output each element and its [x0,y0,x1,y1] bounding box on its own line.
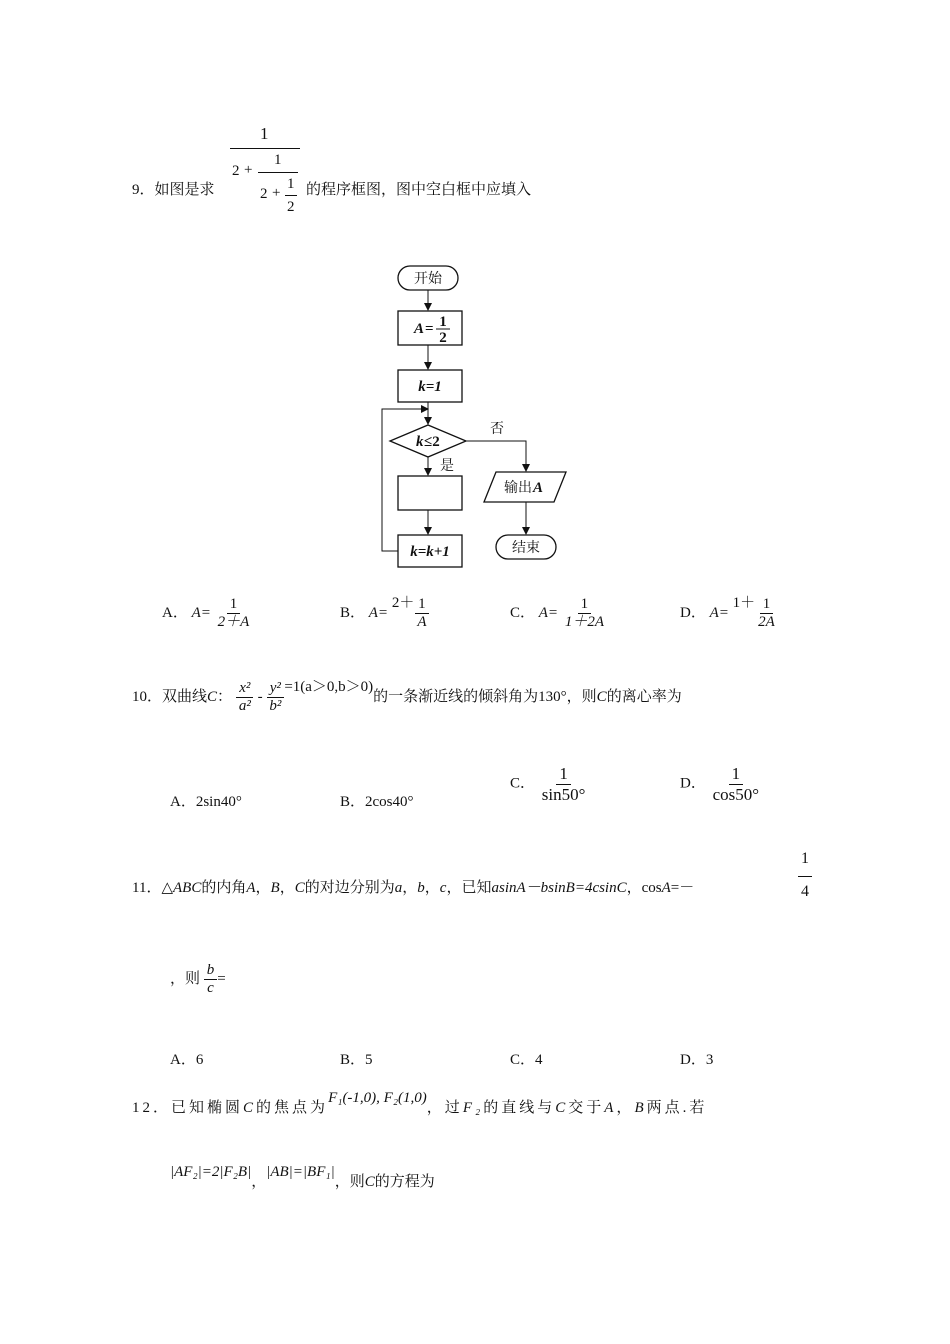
q10-option-a [170,790,242,811]
q10-option-c-num: 1 [556,764,571,785]
q11-sep-4: ， [424,880,440,896]
fc-update-label: k=k+1 [410,544,450,560]
q9-option-b-num: 1 [415,596,429,614]
fc-yes-label: 是 [440,458,454,474]
q9-option-d-whole: 1＋ [732,595,756,612]
q10-option-b-text: 2cos40° [365,794,414,810]
fc-assign-a-var: A [414,321,425,337]
q9-option-b-lhs: A= [368,605,389,622]
q9-cf-one-b: 1 [274,152,282,168]
q11-option-c-text: 4 [535,1052,543,1068]
q11-condition: asinA－bsinB=4csinC [491,880,627,896]
q9-option-b-label: B． [340,605,366,622]
q11-option-a [170,1048,203,1069]
q10-option-a-text: 2sin40° [195,794,242,810]
q11-stem [132,876,694,897]
q9-option-d [680,596,778,632]
q12-line2 [170,1160,435,1190]
fc-blank-box [398,476,462,510]
fc-decision-var: k [416,434,424,450]
q9-option-c-num: 1 [578,596,592,614]
q11-line2 [170,962,226,998]
q9-option-d-den: 2A [758,614,775,631]
q11-text-4: ，已知 [446,880,492,896]
q10-option-d-label: D． [680,775,706,792]
fc-start-label: 开始 [414,271,442,287]
q9-suffix: 的程序框图，图中空白框中应填入 [306,182,532,198]
q11-text-6: =－ [670,880,695,896]
q12-text-6: 两点.若 [646,1100,708,1116]
q9-option-c-den: 1＋2A [564,614,604,631]
q11-abc: ABC [173,880,202,896]
q9-option-a-num: 1 [227,596,241,614]
q11-ratio-num: b [204,962,218,980]
q9-option-a [162,596,252,632]
q10-option-a-label: A． [170,794,196,810]
q9-option-b [340,596,430,632]
q9-cf-third-bar [285,195,297,196]
q9-option-d-frac [755,596,778,632]
q11-option-b [340,1048,373,1069]
q12-foci: F₁(-1,0), F₂(1,0) [328,1090,427,1106]
q12-cond-1: |AF₂|=2|F₂B| [170,1164,252,1180]
q9-option-c-lhs: A= [538,605,559,622]
q10-b2: b² [269,698,282,715]
q11-option-b-text: 5 [365,1052,373,1068]
q12-text-5: 交于 [568,1100,605,1116]
q11-quarter-num: 1 [798,850,812,877]
q9-option-d-label: D． [680,605,706,622]
q9-option-b-den: A [417,614,427,631]
q12-pa: A [604,1100,617,1116]
q11-text-5: ，cos [626,880,662,896]
q9-option-a-label: A． [162,605,188,622]
q9-option-d-lhs: A= [709,605,729,622]
q12-text-7: ，则 [334,1174,365,1190]
fc-assign-a-num: 1 [439,314,447,330]
q10-suffix-2: 的离心率为 [606,689,682,706]
q12-text-2: 的焦点为 [256,1100,329,1116]
q11-option-d [680,1048,713,1069]
q10-curve: C [207,689,218,706]
q12-text-3: ，过 [426,1100,463,1116]
q11-c-lo: c [439,880,447,896]
q12-pb: B [634,1100,647,1116]
q11-option-a-text: 6 [195,1052,204,1068]
q9-cf-plus-a: + [244,162,253,178]
q10-option-c-label: C． [510,775,536,792]
q11-option-c [510,1048,543,1069]
fc-end-label: 结束 [512,540,540,556]
q12-sep: ， [616,1100,635,1116]
q11-sep-3: ， [402,880,418,896]
q9-option-d-num: 1 [760,596,774,614]
q11-option-d-label: D． [680,1052,706,1068]
q9-option-a-lhs: A= [191,605,211,622]
q11-option-a-label: A． [170,1052,196,1068]
q10-eq-rest: =1(a＞0,b＞0) [284,679,374,696]
fc-decision-rest: ≤2 [424,434,440,450]
q10-number: 10． [132,689,163,706]
fc-output-var: A [533,480,544,496]
q9-flowchart [370,262,580,572]
q9-continued-fraction [230,124,302,220]
q10-stem [132,680,682,716]
q9-cf-one-c: 1 [287,176,295,192]
q10-option-d [680,764,762,804]
q11-sep-2: ， [279,880,295,896]
q10-x-frac [236,680,254,716]
q9-cf-second-bar [258,172,298,173]
q11-a-lo: a [394,880,403,896]
q11-ratio-den: c [207,980,214,997]
q11-option-d-text: 3 [705,1052,714,1068]
q9-cf-main-bar [230,148,300,149]
q9-option-a-frac [215,596,253,632]
q12-text-1: 已知椭圆 [171,1100,244,1116]
q10-option-d-den: cos50° [712,784,760,804]
fc-assign-k-label: k=1 [418,379,442,395]
q12-cond-2: |AB|=|BF₁| [266,1164,335,1180]
q9-option-b-frac [414,596,429,632]
q10-prefix: 双曲线 [162,689,208,706]
q10-x2: x² [236,680,253,698]
q11-text-1: △ [161,880,173,896]
q10-colon: ： [217,689,233,706]
q11-line2-prefix: ，则 [170,971,201,988]
q12-comma: ， [251,1174,267,1190]
q10-option-d-frac [710,764,762,804]
q11-sep-1: ， [255,880,271,896]
q10-y2: y² [267,680,284,698]
q10-option-d-num: 1 [729,764,744,785]
q9-option-c-label: C． [510,605,536,622]
q9-cf-two-a: 2 [232,163,240,179]
q11-number: 11． [132,880,162,896]
fc-assign-a-den: 2 [439,330,447,346]
q11-option-b-label: B． [340,1052,366,1068]
q10-option-c [510,764,588,804]
q12-text-8: 的方程为 [374,1174,435,1190]
q11-b-lo: b [417,880,425,896]
q9-option-c [510,596,607,632]
q12-curve: C [243,1100,257,1116]
q11-ratio-eq: = [217,971,226,988]
q11-c-up: C [294,880,305,896]
q12-text-4: 的直线与 [483,1100,556,1116]
q10-curve-2: C [596,689,607,706]
q11-quarter-frac [798,850,812,902]
q10-a2: a² [238,698,251,715]
q9-option-b-whole: 2＋ [391,595,415,612]
q9-cf-plus-b: + [272,185,281,201]
q11-a-up: A [246,880,256,896]
q9-option-a-den: 2＋A [217,614,250,631]
q9-option-c-frac [562,596,607,632]
q12-curve-3: C [364,1174,375,1190]
q11-option-c-label: C． [510,1052,536,1068]
q9-cf-top-one: 1 [260,124,269,143]
q10-suffix-1: 的一条渐近线的倾斜角为130°，则 [373,689,597,706]
q10-minus: - [257,689,263,706]
q12-f2: F₂ [462,1100,484,1116]
q11-a-cos: A [661,880,671,896]
q11-text-3: 的对边分别为 [304,880,395,896]
q11-ratio-frac [204,962,218,998]
fc-no-label: 否 [490,421,504,437]
q11-quarter-den: 4 [801,883,809,901]
fc-assign-a-eq: = [425,321,434,337]
q9-stem [132,178,215,199]
q10-option-c-den: sin50° [541,784,586,804]
q12-stem [132,1090,708,1117]
q9-cf-two-c: 2 [287,199,295,215]
q9-cf-two-b: 2 [260,186,268,202]
q10-option-c-frac [539,764,589,804]
q10-option-b-label: B． [340,794,366,810]
fc-output-label: 输出 [504,480,532,496]
q12-curve-2: C [555,1100,569,1116]
q11-text-2: 的内角 [201,880,247,896]
q11-b-up: B [270,880,280,896]
q9-prefix: 如图是求 [154,182,215,198]
q9-number: 9． [132,182,155,198]
q12-number: 12． [132,1100,172,1116]
q10-y-frac [266,680,284,716]
q10-option-b [340,790,414,811]
